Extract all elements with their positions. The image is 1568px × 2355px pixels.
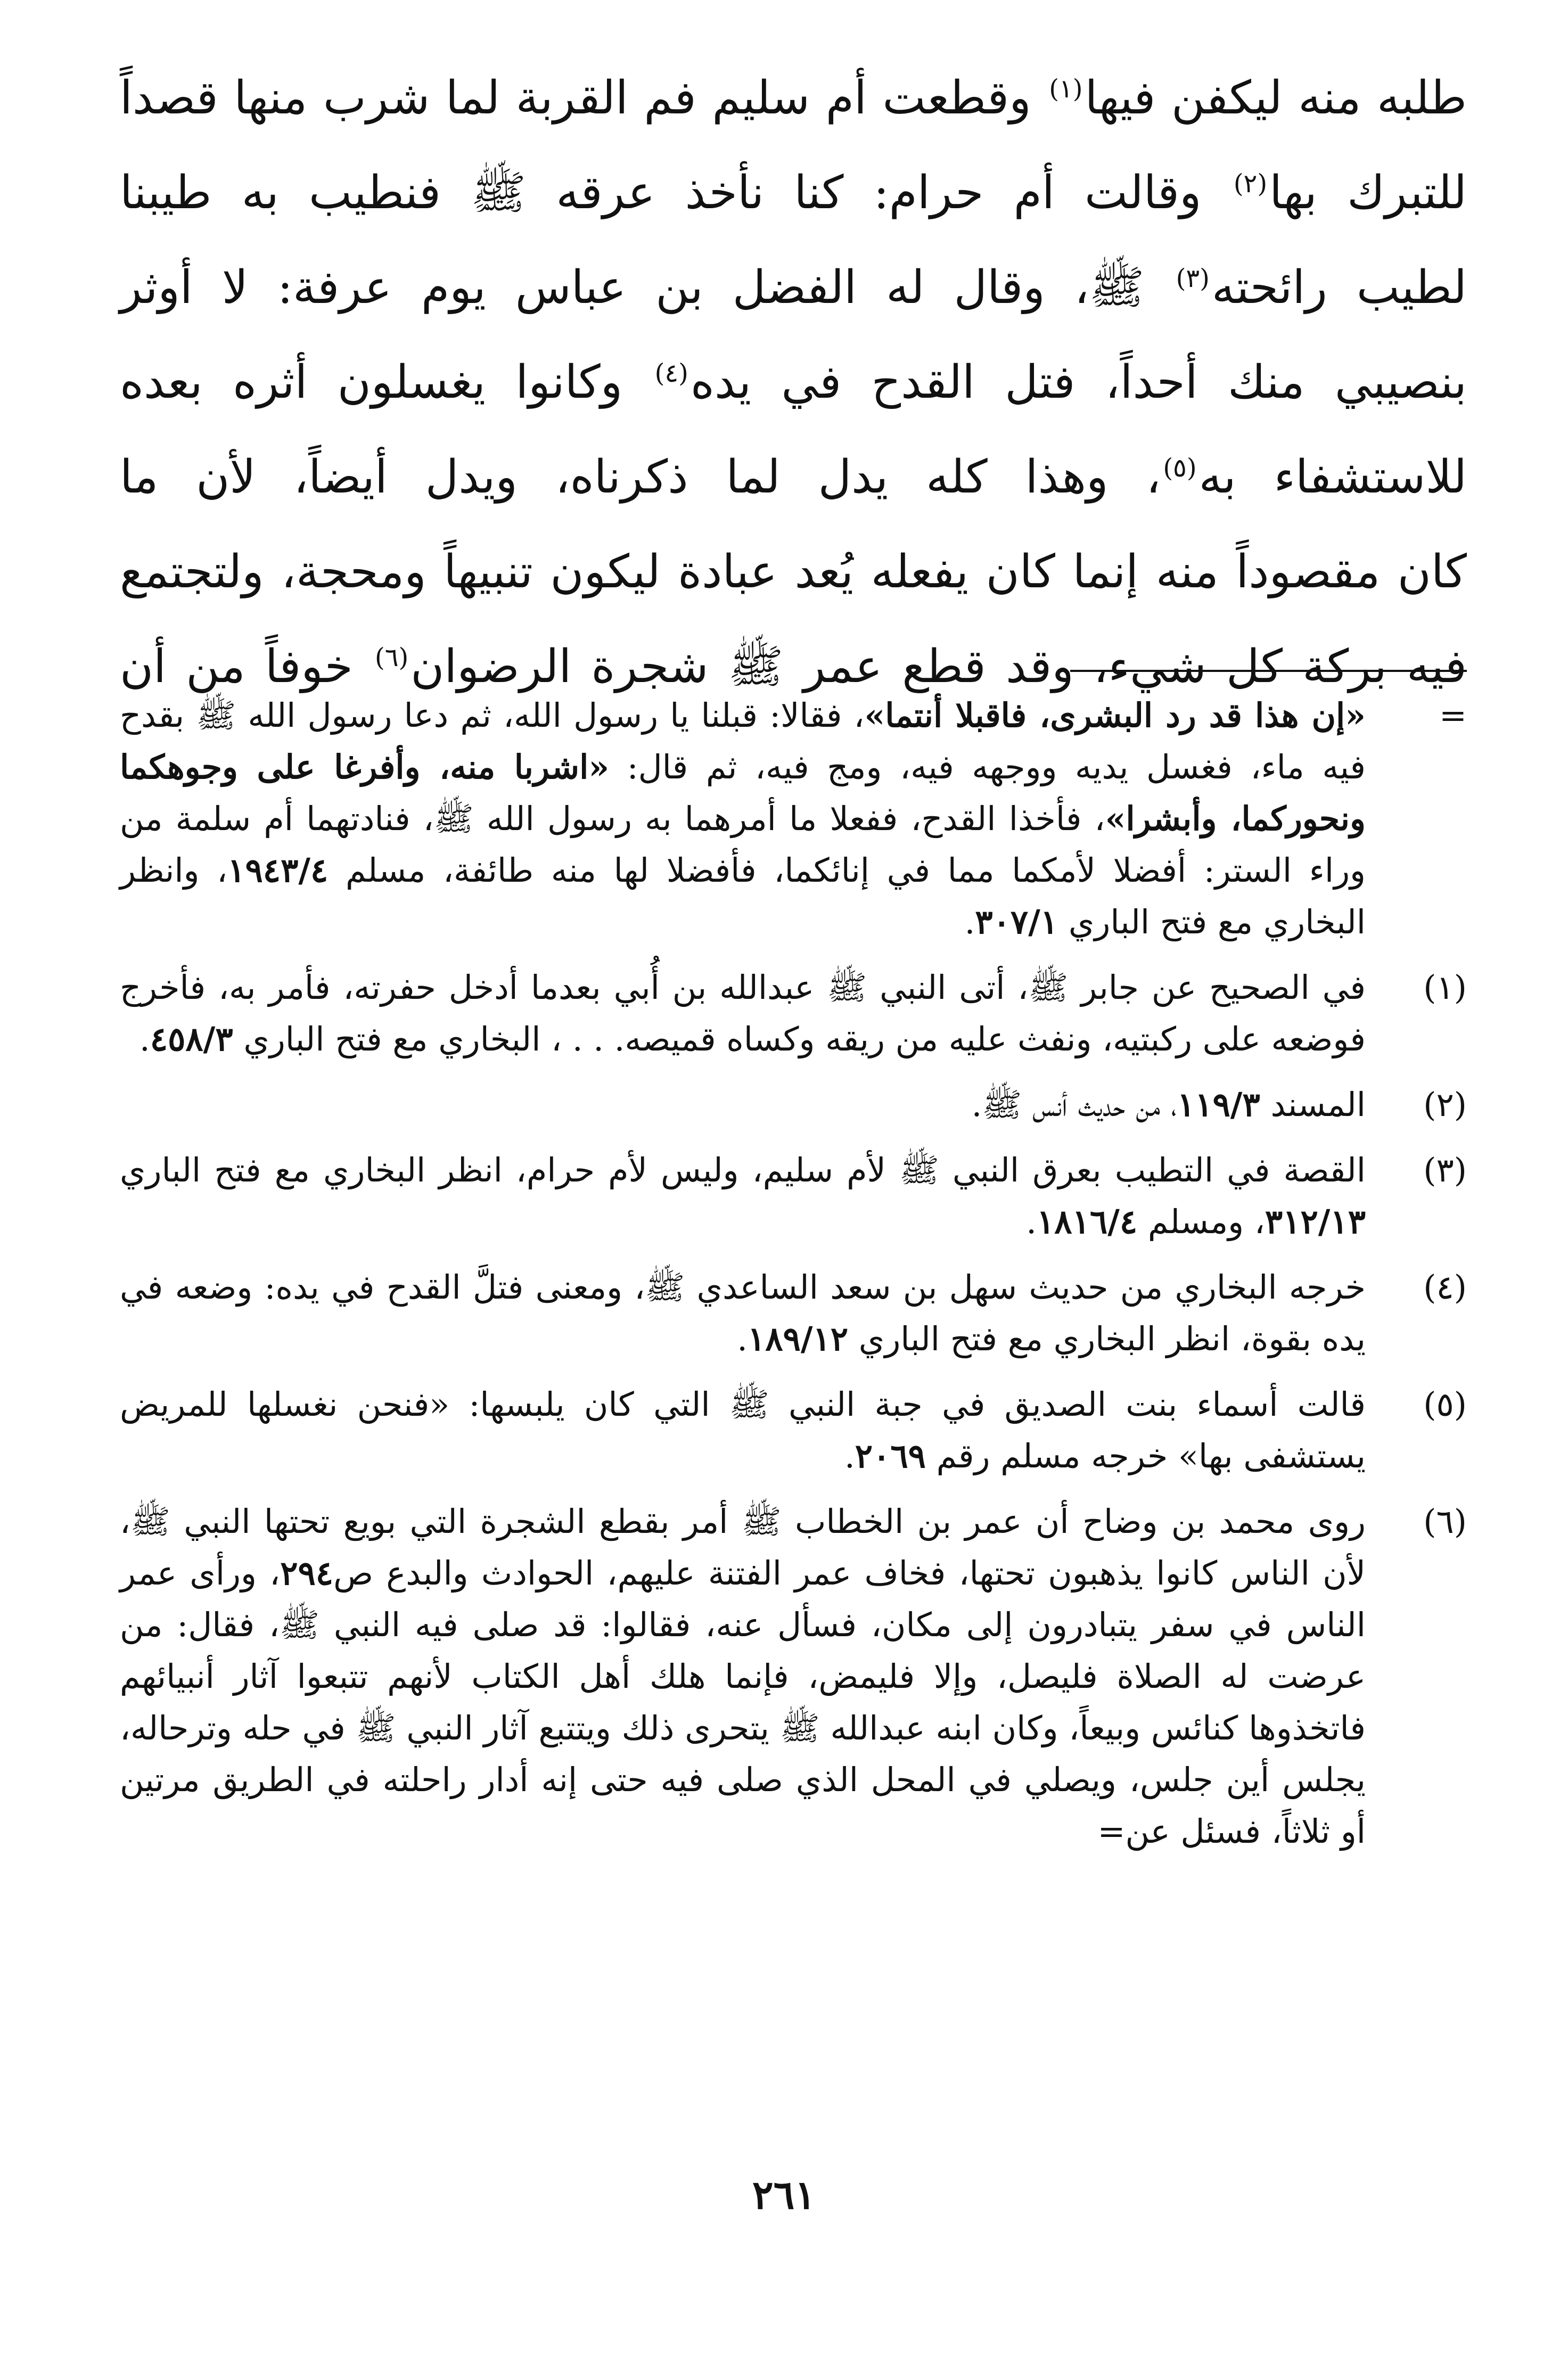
footnote-segment: قالت أسماء بنت الصديق في جبة النبي ﷺ التي كان يلبسها: «فنحن نغسلها للمريض يستشفى بها» خرجه مسلم رقم: [120, 1385, 1366, 1475]
footnote-bold-segment: ١١٩/٣: [1177, 1085, 1260, 1124]
footnote-ref[interactable]: (٥): [1163, 453, 1197, 483]
footnotes-section: [120, 690, 1467, 1871]
footnote-text: [120, 1496, 1366, 1857]
footnote-bold-segment: ١٨٩/١٢: [747, 1319, 849, 1358]
footnote-item: [120, 1144, 1467, 1248]
footnote-bold-segment: ٣٠٧/١: [975, 902, 1058, 941]
footnote-item: [120, 690, 1467, 948]
footnote-segment: روى محمد بن وضاح أن عمر بن الخطاب ﷺ أمر بقطع الشجرة التي بويع تحتها النبي ﷺ، لأن الناس كانوا يذهبون تحتها، فخاف عمر الفتنة عليهم، الحوادث والبدع ص: [120, 1502, 1366, 1593]
footnote-marker: (٣): [1423, 1151, 1467, 1189]
footnote-text: [120, 962, 1366, 1065]
footnote-segment: .: [964, 902, 975, 941]
footnote-divider: [1070, 670, 1467, 672]
main-text-line: بنصيبي منك أحداً، فتل القدح في يده$^{(٤)}$ وكانوا يغسلون أثره بعده: [120, 356, 1467, 409]
footnote-bold-segment: «اشربا منه، وأفرغا على وجوهكما ونحوركما، وأبشرا»: [120, 748, 1366, 838]
footnote-segment: ، فقالا: قبلنا يا رسول الله، ثم دعا رسول الله ﷺ بقدح فيه ماء، فغسل يديه ووجهه فيه، ومج فيه، ثم قال:: [120, 696, 1366, 786]
footnote-item: [120, 962, 1467, 1065]
footnote-bold-segment: ٢٩٤: [280, 1554, 334, 1593]
main-text-line: طلبه منه ليكفن فيها$^{(١)}$ وقطعت أم سليم فم القربة لما شرب منها قصداً: [120, 71, 1467, 125]
page-number: ٢٦١: [752, 2172, 816, 2218]
footnote-segment: ، من حديث أنس ﷺ.: [971, 1085, 1177, 1124]
footnote-segment: .: [844, 1437, 855, 1475]
footnote-text: [120, 690, 1366, 948]
footnote-item: [120, 1261, 1467, 1365]
footnote-segment: .: [737, 1319, 748, 1358]
main-text-line: كان مقصوداً منه إنما كان يفعله يُعد عبادة ليكون تنبيهاً ومحجة، ولتجتمع: [120, 545, 1467, 598]
footnote-bold-segment: ١٨١٦/٤: [1037, 1202, 1138, 1241]
footnote-marker: (٤): [1423, 1268, 1467, 1307]
footnote-bold-segment: ٢٠٦٩: [855, 1437, 926, 1475]
footnote-ref[interactable]: (٣): [1176, 264, 1210, 294]
footnote-marker: (١): [1423, 968, 1467, 1007]
footnote-segment: خرجه البخاري من حديث سهل بن سعد الساعدي ﷺ، ومعنى فتلَّ القدح في يده: وضعه في يده بقوة، انظر البخاري مع فتح الباري: [120, 1268, 1366, 1358]
footnote-text: [120, 1378, 1366, 1482]
footnote-item: [120, 1496, 1467, 1857]
footnote-segment: المسند: [1260, 1085, 1366, 1124]
footnote-segment: ، ورأى عمر الناس في سفر يتبادرون إلى مكان، فسأل عنه، فقالوا: قد صلى فيه النبي ﷺ، فقال: من عرضت له الصلاة فليصل، وإلا فليمض، فإنما هلك أهل الكتاب لأنهم تتبعوا آثار أنبيائهم فاتخذوها كنائس وبيعاً، وكان ابنه عبدالله ﷺ يتحرى ذلك ويتتبع آثار النبي ﷺ في حله وترحاله، يجلس أين جلس، ويصلي في المحل الذي صلى فيه حتى إنه أدار راحلته في الطريق مرتين أو ثلاثاً، فسئل عن=: [120, 1554, 1366, 1851]
main-text-line: لطيب رائحته$^{(٣)}$ ﷺ، وقال له الفضل بن عباس يوم عرفة: لا أوثر: [120, 261, 1467, 314]
main-text-line: فيه بركة كل شيء، وقد قطع عمر ﷺ شجرة الرضوان$^{(٦)}$ خوفاً من أن: [120, 640, 1467, 693]
main-text-line: للاستشفاء به$^{(٥)}$، وهذا كله يدل لما ذكرناه، ويدل أيضاً، لأن ما: [120, 450, 1467, 504]
footnote-text: [120, 1261, 1366, 1365]
footnote-segment: ، ومسلم: [1137, 1202, 1265, 1241]
footnote-bold-segment: ٤٥٨/٣: [150, 1020, 233, 1058]
footnote-bold-segment: «إن هذا قد رد البشرى، فاقبلا أنتما»: [864, 696, 1366, 735]
footnote-marker: (٦): [1423, 1502, 1467, 1541]
footnote-marker: =: [1439, 696, 1467, 735]
footnote-ref[interactable]: (٤): [654, 358, 688, 389]
footnote-marker: (٢): [1423, 1085, 1467, 1124]
footnote-segment: ، وانظر البخاري مع فتح الباري: [120, 851, 1366, 941]
footnote-segment: القصة في التطيب بعرق النبي ﷺ لأم سليم، وليس لأم حرام، انظر البخاري مع فتح الباري: [120, 1151, 1366, 1189]
main-text-body: [120, 51, 1467, 714]
footnote-item: [120, 1079, 1467, 1130]
footnote-ref[interactable]: (٢): [1233, 169, 1268, 199]
footnote-ref[interactable]: (٦): [374, 643, 409, 673]
footnote-segment: .: [1026, 1202, 1037, 1241]
footnote-segment: في الصحيح عن جابر ﷺ، أتى النبي ﷺ عبدالله بن أُبي بعدما أدخل حفرته، فأمر به، فأخرج فوضعه على ركبتيه، ونفث عليه من ريقه وكساه قميصه. . . ، البخاري مع فتح الباري: [120, 968, 1366, 1058]
footnote-segment: .: [139, 1020, 150, 1058]
main-text-line: للتبرك بها$^{(٢)}$ وقالت أم حرام: كنا نأخذ عرقه ﷺ فنطيب به طيبنا: [120, 166, 1467, 219]
footnote-text: [120, 1079, 1366, 1130]
footnote-item: [120, 1378, 1467, 1482]
footnote-text: [120, 1144, 1366, 1248]
footnote-marker: (٥): [1423, 1385, 1467, 1424]
footnote-bold-segment: ١٩٤٣/٤: [227, 851, 329, 890]
footnote-bold-segment: ٣١٢/١٣: [1265, 1202, 1366, 1241]
footnote-ref[interactable]: (١): [1049, 74, 1083, 104]
footnote-segment: ، فأخذا القدح، ففعلا ما أمرهما به رسول الله ﷺ، فنادتهما أم سلمة من وراء الستر: أفضلا لأمكما مما في إنائكما، فأفضلا لها منه طائفة، مسلم: [120, 799, 1366, 890]
